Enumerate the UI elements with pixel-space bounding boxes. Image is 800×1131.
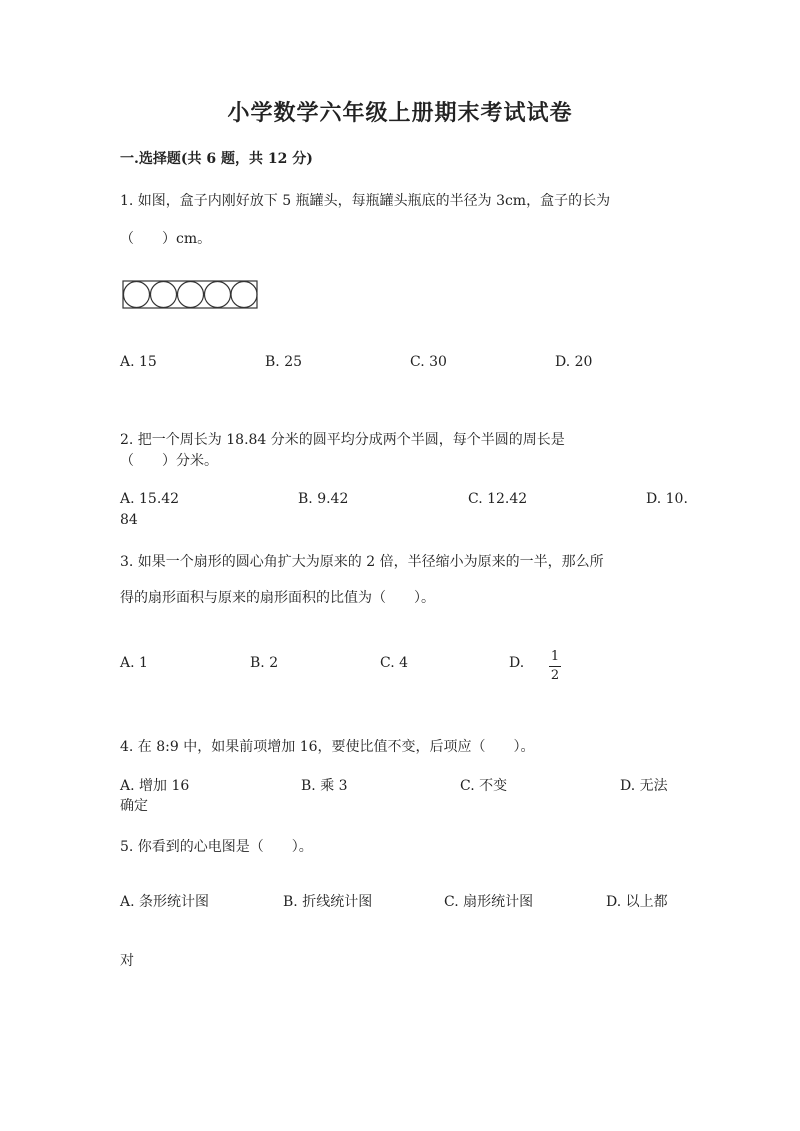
- question-5-option-d[interactable]: D. 以上都: [606, 894, 668, 910]
- question-2-option-d[interactable]: D. 10.: [646, 491, 688, 507]
- question-1-option-d[interactable]: D. 20: [555, 354, 593, 370]
- question-5-option-b[interactable]: B. 折线统计图: [283, 894, 373, 910]
- question-4-option-b[interactable]: B. 乘 3: [301, 778, 348, 794]
- question-2-option-b[interactable]: B. 9.42: [298, 491, 349, 507]
- question-5-option-d-cont: 对: [120, 953, 134, 969]
- question-2-text: 2. 把一个周长为 18.84 分米的圆平均分成两个半圆，每个半圆的周长是: [120, 432, 565, 448]
- question-4-option-d-cont: 确定: [120, 798, 148, 814]
- question-3-option-d-fraction: [549, 649, 561, 684]
- question-5-option-a[interactable]: A. 条形统计图: [120, 894, 210, 910]
- question-4-option-d[interactable]: D. 无法: [620, 778, 668, 794]
- question-2-option-d-cont: 84: [120, 512, 138, 528]
- fraction-bar: [549, 666, 561, 667]
- question-3-option-c[interactable]: C. 4: [380, 655, 409, 671]
- section-heading: 一.选择题(共 6 题，共 12 分): [120, 151, 313, 167]
- question-4-option-a[interactable]: A. 增加 16: [120, 778, 190, 794]
- question-1-option-b[interactable]: B. 25: [265, 354, 303, 370]
- question-5-text: 5. 你看到的心电图是（ ）。: [120, 839, 313, 855]
- question-4-option-c[interactable]: C. 不变: [460, 778, 508, 794]
- question-2-option-a[interactable]: A. 15.42: [120, 491, 180, 507]
- question-1-option-a[interactable]: A. 15: [120, 354, 157, 370]
- question-1-text-cont: （ ）cm。: [120, 231, 212, 247]
- question-5-option-c[interactable]: C. 扇形统计图: [444, 894, 534, 910]
- question-4-text: 4. 在 8:9 中，如果前项增加 16，要使比值不变，后项应（ ）。: [120, 739, 535, 755]
- question-2-text-cont: （ ）分米。: [120, 453, 218, 469]
- page-title: 小学数学六年级上册期末考试试卷: [227, 100, 573, 126]
- question-3-option-b[interactable]: B. 2: [250, 655, 279, 671]
- question-3-text: 3. 如果一个扇形的圆心角扩大为原来的 2 倍，半径缩小为原来的一半，那么所: [120, 554, 604, 570]
- question-1-box-figure: [122, 280, 258, 310]
- question-3-option-d[interactable]: D.: [509, 655, 525, 671]
- question-2-option-c[interactable]: C. 12.42: [468, 491, 528, 507]
- question-3-option-a[interactable]: A. 1: [120, 655, 148, 671]
- fraction-denominator: 2: [550, 668, 560, 683]
- question-1-option-c[interactable]: C. 30: [410, 354, 447, 370]
- question-3-text-cont: 得的扇形面积与原来的扇形面积的比值为（ ）。: [120, 590, 435, 606]
- fraction-numerator: 1: [550, 649, 560, 664]
- question-1-text: 1. 如图，盒子内刚好放下 5 瓶罐头，每瓶罐头瓶底的半径为 3cm，盒子的长为: [120, 193, 611, 209]
